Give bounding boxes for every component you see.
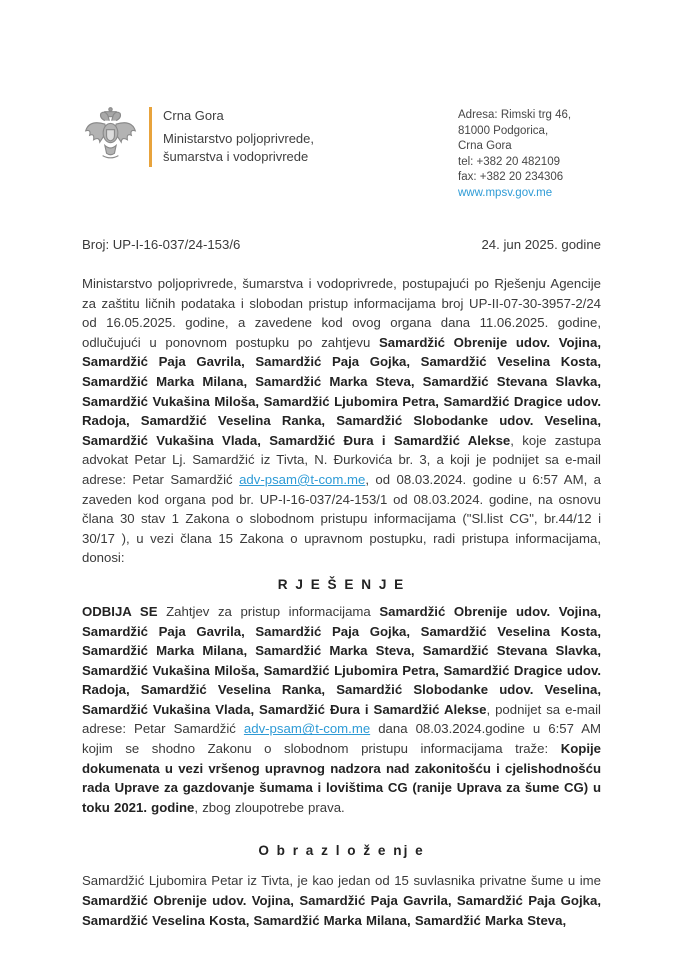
- ministry-name-line2: šumarstva i vodoprivrede: [163, 149, 309, 164]
- emphasis-text: Kopije dokumenata u vezi vršenog upravnog nadzora nad zakonitošću i cjelishodnošću rada Uprave za gazdovanje šumama i lovištima CG (ranije Uprava za šume CG) u toku 2021. godine: [82, 741, 601, 815]
- brand-divider: [149, 107, 152, 167]
- emphasis-text: Samardžić Obrenije udov. Vojina, Samardžić Paja Gavrila, Samardžić Paja Gojka, Samardžić Veselina Kosta, Samardžić Marka Milana, Samardžić Marka Steva,: [82, 893, 601, 928]
- reference-date: 24. jun 2025. godine: [481, 237, 601, 252]
- emphasis-text: Samardžić Obrenije udov. Vojina, Samardžić Paja Gavrila, Samardžić Paja Gojka, Samardžić Veselina Kosta, Samardžić Marka Milana, Samardžić Marka Steva, Samardžić Stevana Slavka, Samardžić Vukašina Miloša, Samardžić Ljubomira Petra, Samardžić Dragice udov. Radoja, Samardžić Veselina Ranka, Samardžić Slobodanke udov. Veselina, Samardžić Vukašina Vlada, Samardžić Đura i Samardžić Alekse: [82, 603, 602, 717]
- body-text: dana 08.03.2024.godine u 6:57 AM kojim se shodno Zakonu o slobodnom pristupu informacijama traže:: [82, 721, 601, 757]
- ministry-name-block: [163, 106, 314, 166]
- emphasis-text: Samardžić Obrenije udov. Vojina, Samardžić Paja Gavrila, Samardžić Paja Gojka, Samardžić Veselina Kosta, Samardžić Marka Milana, Samardžić Marka Steva, Samardžić Stevana Slavka, Samardžić Vukašina Miloša, Samardžić Ljubomira Petra, Samardžić Dragice udov. Radoja, Samardžić Veselina Ranka, Samardžić Slobodanke udov. Veselina, Samardžić Vukašina Vlada, Samardžić Đura i Samardžić Alekse: [82, 334, 601, 448]
- phone-line: tel: +382 20 482109: [458, 155, 560, 168]
- body-text: , od 08.03.2024. godine u 6:57 AM, a zaveden kod organa pod br. UP-I-16-037/24-153/1 od 08.03.2024. godine, na osnovu člana 30 stav 1 Zakona o slobodnom pristupu informacijama ("Sl.list CG", br.44/12 i 30/17 ), u vezi člana 15 Zakona o upravnom postupku, radi pristupa informacijama, donosi:: [82, 471, 601, 566]
- body-text: Samardžić Ljubomira Petar iz Tivta, je kao jedan od 15 suvlasnika privatne šume u ime: [82, 873, 601, 889]
- country-name: Crna Gora: [163, 108, 224, 123]
- contact-block: [458, 106, 610, 201]
- ministry-brand: [82, 106, 314, 168]
- letterhead: [82, 106, 610, 201]
- body-text: , zbog zloupotrebe prava.: [194, 799, 345, 815]
- explanation-paragraph: [82, 871, 601, 930]
- email-link[interactable]: adv-psam@t-com.me: [243, 721, 371, 737]
- emphasis-text: ODBIJA SE: [82, 603, 158, 619]
- montenegro-coat-of-arms-icon: [82, 106, 139, 168]
- reference-number: Broj: UP-I-16-037/24-153/6: [82, 237, 241, 252]
- website-link[interactable]: www.mpsv.gov.me: [458, 186, 553, 199]
- explanation-heading: O b r a z l o ž e nj e: [258, 843, 425, 859]
- address-line: Adresa: Rimski trg 46,: [458, 109, 572, 121]
- body-text: , podnijet sa e-mail adrese: Petar Samardžić: [82, 701, 601, 737]
- decision-heading: R J E Š E N J E: [277, 576, 406, 592]
- decision-paragraph: [82, 602, 601, 818]
- fax-line: fax: +382 20 234306: [458, 171, 564, 183]
- body-text: , koje zastupa advokat Petar Lj. Samardžić iz Tivta, N. Đurkovića br. 3, a koji je podnijet sa e-mail adrese: Petar Samardžić: [82, 432, 601, 487]
- address-line: Crna Gora: [458, 140, 512, 152]
- body-text: Zahtjev za pristup informacijama: [157, 603, 380, 619]
- body-text: Ministarstvo poljoprivrede, šumarstva i vodoprivrede, postupajući po Rješenju Agencije za zaštitu ličnih podataka i slobodan pristup informacijama broj UP-II-07-30-3957-2/24 od 16.05.2025. godine, a zavedene kod ovog organa dana 11.06.2025. godine, odlučujući u ponovnom postupku po zahtjevu: [82, 276, 601, 350]
- reference-row: [82, 237, 601, 252]
- intro-paragraph: [82, 274, 601, 568]
- ministry-name-line1: Ministarstvo poljoprivrede,: [163, 131, 315, 146]
- address-line: 81000 Podgorica,: [458, 124, 549, 137]
- email-link[interactable]: adv-psam@t-com.me: [239, 471, 366, 487]
